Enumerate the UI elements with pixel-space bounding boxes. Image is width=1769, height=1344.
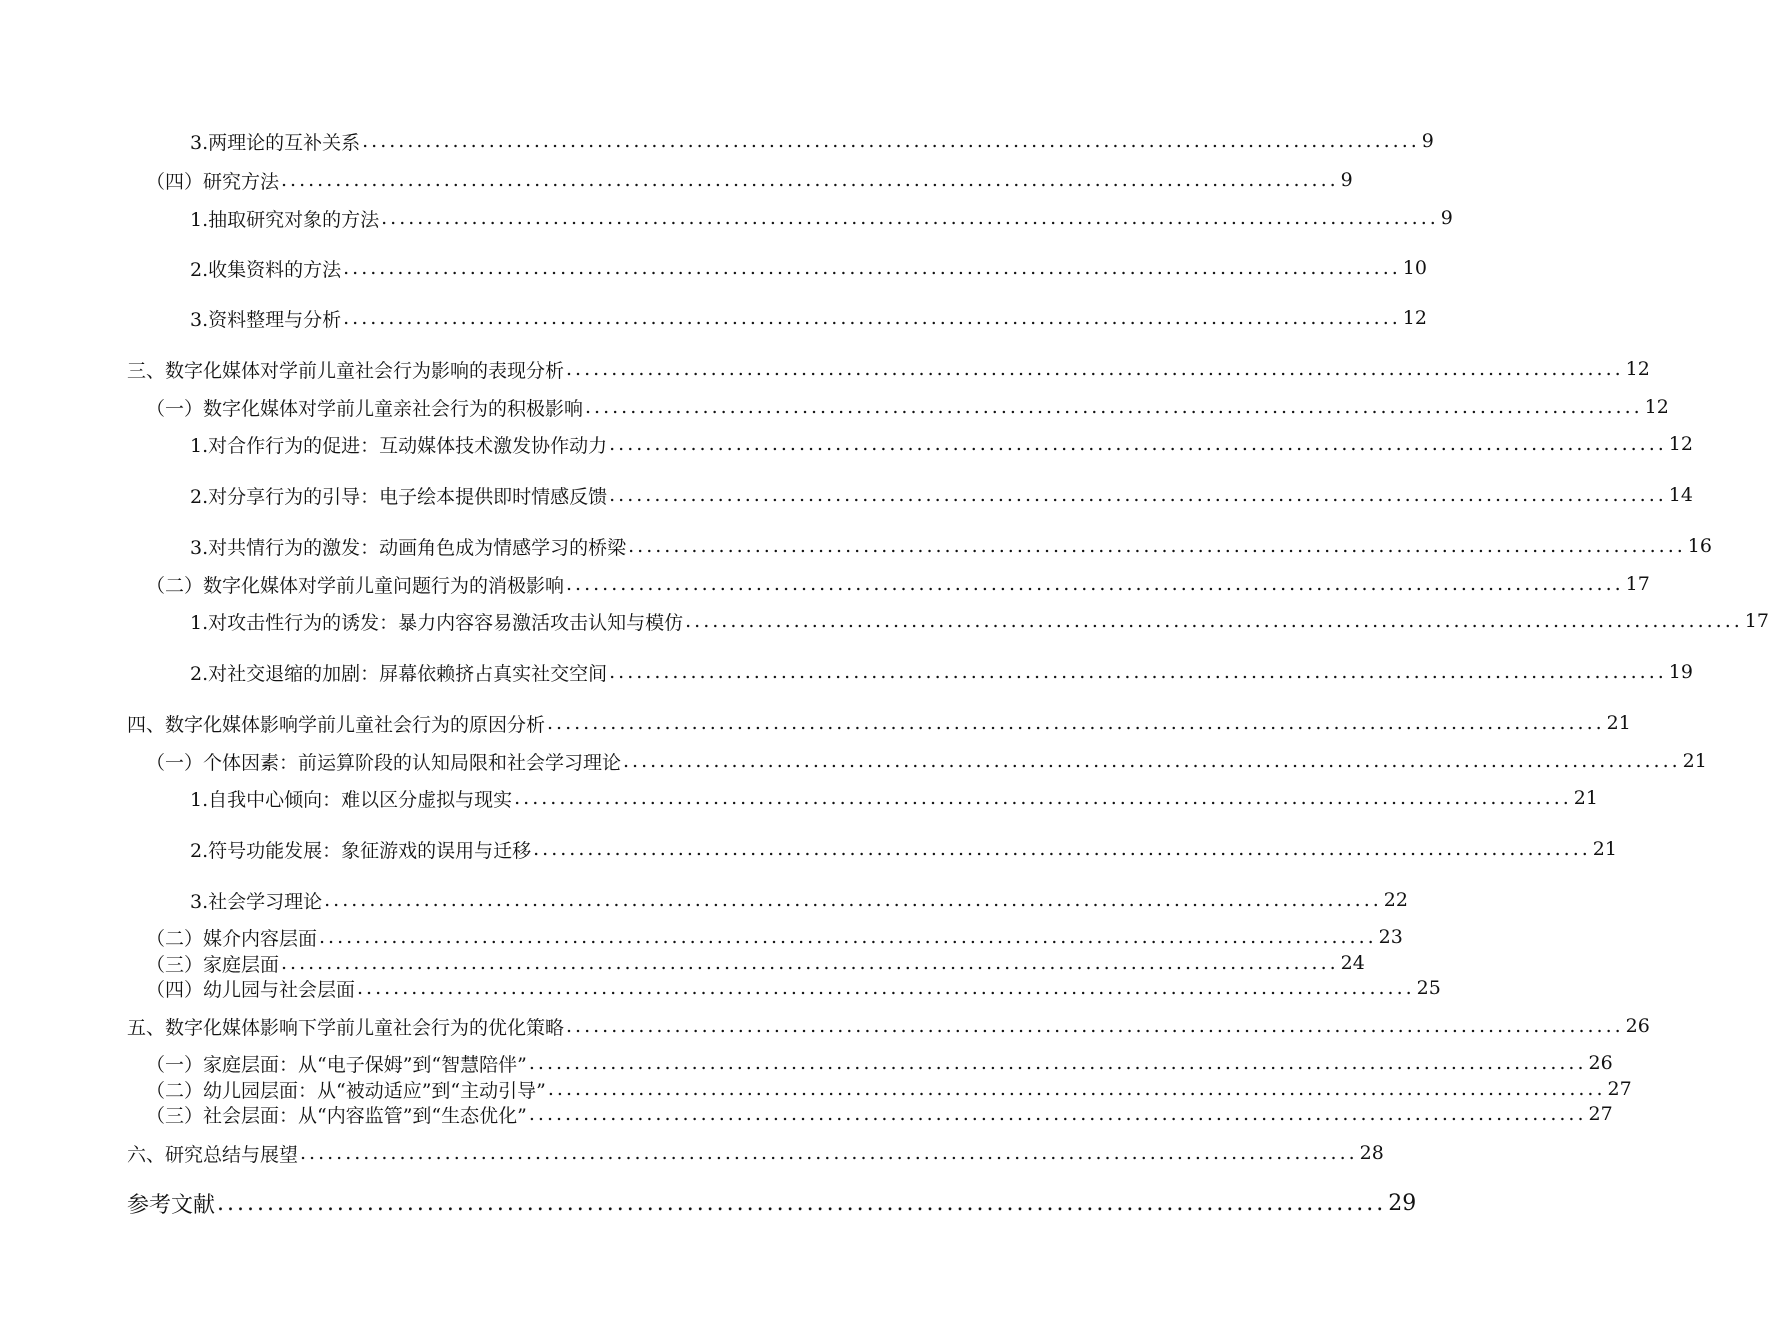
toc-entry[interactable]: [0, 569, 1650, 599]
toc-entry-title: 1.对攻击性行为的诱发：暴力内容容易激活攻击认知与模仿: [190, 611, 684, 634]
toc-entry-title: 2.符号功能发展：象征游戏的误用与迁移: [190, 839, 532, 862]
toc-entry-title: 3.资料整理与分析: [190, 308, 342, 331]
toc-page-number: 27: [1607, 1078, 1632, 1100]
toc-entry-title: 四、数字化媒体影响学前儿童社会行为的原因分析: [127, 713, 546, 736]
toc-leader-dots: .....................................................................................................................: [217, 1190, 1387, 1216]
toc-page-number: 16: [1687, 535, 1712, 557]
toc-page-number: 21: [1682, 750, 1707, 772]
toc-page-number: 12: [1625, 358, 1650, 380]
toc-leader-dots: .....................................................................................................................: [547, 712, 1605, 734]
toc-entry[interactable]: [0, 253, 1427, 283]
toc-page-number: 21: [1592, 838, 1617, 860]
toc-entry-title: （一）家庭层面：从“电子保姆”到“智慧陪伴”: [146, 1053, 527, 1076]
toc-entry[interactable]: [0, 354, 1650, 384]
toc-page-number: 17: [1744, 610, 1769, 632]
toc-entry-title: 3.两理论的互补关系: [190, 131, 361, 154]
toc-leader-dots: .....................................................................................................................: [628, 535, 1686, 557]
toc-leader-dots: .....................................................................................................................: [324, 889, 1382, 911]
toc-leader-dots: .....................................................................................................................: [547, 1078, 1606, 1100]
toc-entry-title: 3.对共情行为的激发：动画角色成为情感学习的桥梁: [190, 536, 627, 559]
toc-leader-dots: .....................................................................................................................: [357, 977, 1415, 999]
toc-entry[interactable]: [0, 303, 1427, 333]
toc-page-number: 19: [1668, 661, 1693, 683]
toc-page-number: 23: [1378, 926, 1403, 948]
toc-leader-dots: .....................................................................................................................: [623, 750, 1681, 772]
toc-entry-title: （四）幼儿园与社会层面: [146, 978, 356, 1001]
toc-entry[interactable]: [0, 708, 1631, 738]
toc-entry-title: （一）数字化媒体对学前儿童亲社会行为的积极影响: [146, 397, 584, 420]
toc-leader-dots: .....................................................................................................................: [609, 661, 1667, 683]
toc-page-number: 10: [1402, 257, 1427, 279]
toc-entry-title: 2.对社交退缩的加剧：屏幕依赖挤占真实社交空间: [190, 662, 608, 685]
toc-entry-title: 五、数字化媒体影响下学前儿童社会行为的优化策略: [127, 1016, 565, 1039]
toc-page-number: 24: [1340, 952, 1365, 974]
toc-page-number: 27: [1588, 1103, 1613, 1125]
toc-entry[interactable]: [0, 392, 1669, 422]
toc-entry[interactable]: [0, 480, 1693, 510]
toc-page-number: 9: [1421, 130, 1434, 152]
toc-leader-dots: .....................................................................................................................: [685, 610, 1743, 632]
toc-entry[interactable]: [0, 531, 1712, 561]
toc-leader-dots: .....................................................................................................................: [343, 257, 1401, 279]
toc-entry-title: 2.对分享行为的引导：电子绘本提供即时情感反馈: [190, 485, 608, 508]
toc-entry[interactable]: [0, 783, 1598, 813]
toc-entry-title: （四）研究方法: [146, 170, 280, 193]
toc-page-number: 17: [1625, 573, 1650, 595]
toc-page-number: 28: [1359, 1142, 1384, 1164]
toc-entry-title: 1.对合作行为的促进：互动媒体技术激发协作动力: [190, 434, 608, 457]
toc-page-number: 9: [1440, 207, 1453, 229]
toc-entry[interactable]: [0, 973, 1441, 1003]
toc-entry[interactable]: [0, 885, 1408, 915]
toc-entry-references[interactable]: [0, 1186, 1417, 1220]
toc-leader-dots: .....................................................................................................................: [609, 484, 1667, 506]
toc-leader-dots: .....................................................................................................................: [566, 573, 1624, 595]
toc-page-number: 29: [1388, 1190, 1417, 1216]
toc-entry[interactable]: [0, 746, 1707, 776]
toc-entry-title: （一）个体因素：前运算阶段的认知局限和社会学习理论: [146, 751, 622, 774]
toc-entry[interactable]: [0, 126, 1434, 156]
toc-entry[interactable]: [0, 657, 1693, 687]
toc-page-number: 14: [1668, 484, 1693, 506]
toc-entry-title: （二）媒介内容层面: [146, 927, 318, 950]
toc-page-number: 25: [1416, 977, 1441, 999]
toc-entry-title: 三、数字化媒体对学前儿童社会行为影响的表现分析: [127, 359, 565, 382]
toc-entry[interactable]: [0, 834, 1617, 864]
toc-entry-title: 六、研究总结与展望: [127, 1143, 299, 1166]
toc-page-number: 21: [1606, 712, 1631, 734]
toc-leader-dots: .....................................................................................................................: [362, 130, 1420, 152]
toc-page-number: 21: [1573, 787, 1598, 809]
toc-entry[interactable]: [0, 1099, 1613, 1129]
toc-page-number: 26: [1588, 1052, 1613, 1074]
toc-entry-title: 1.抽取研究对象的方法: [190, 208, 380, 231]
toc-page-number: 26: [1625, 1015, 1650, 1037]
toc-leader-dots: .....................................................................................................................: [566, 358, 1624, 380]
toc-leader-dots: .....................................................................................................................: [585, 396, 1643, 418]
toc-entry[interactable]: [0, 1138, 1384, 1168]
toc-entry[interactable]: [0, 165, 1353, 195]
toc-page-number: 9: [1340, 169, 1353, 191]
toc-leader-dots: .....................................................................................................................: [609, 433, 1667, 455]
toc-leader-dots: .....................................................................................................................: [319, 926, 1377, 948]
toc-leader-dots: .....................................................................................................................: [528, 1052, 1587, 1074]
toc-entry-title: 3.社会学习理论: [190, 890, 323, 913]
toc-leader-dots: .....................................................................................................................: [281, 952, 1339, 974]
toc-entry[interactable]: [0, 203, 1453, 233]
toc-leader-dots: .....................................................................................................................: [343, 307, 1401, 329]
toc-leader-dots: .....................................................................................................................: [300, 1142, 1358, 1164]
toc-page-number: 22: [1383, 889, 1408, 911]
toc-page-number: 12: [1644, 396, 1669, 418]
toc-leader-dots: .....................................................................................................................: [281, 169, 1339, 191]
toc-entry-title: （三）社会层面：从“内容监管”到“生态优化”: [146, 1104, 527, 1127]
toc-entry-title: 1.自我中心倾向：难以区分虚拟与现实: [190, 788, 513, 811]
toc-entry-title: 2.收集资料的方法: [190, 258, 342, 281]
toc-entry-title: （二）数字化媒体对学前儿童问题行为的消极影响: [146, 574, 565, 597]
toc-entry[interactable]: [0, 606, 1769, 636]
toc-leader-dots: .....................................................................................................................: [514, 787, 1572, 809]
toc-leader-dots: .....................................................................................................................: [381, 207, 1439, 229]
toc-entry[interactable]: [0, 429, 1693, 459]
toc-entry[interactable]: [0, 1011, 1650, 1041]
toc-leader-dots: .....................................................................................................................: [533, 838, 1591, 860]
toc-entry-title: （三）家庭层面: [146, 953, 280, 976]
toc-leader-dots: .....................................................................................................................: [528, 1103, 1587, 1125]
toc-entry-title: 参考文献: [127, 1192, 216, 1218]
toc-page-number: 12: [1402, 307, 1427, 329]
toc-page-number: 12: [1668, 433, 1693, 455]
toc-leader-dots: .....................................................................................................................: [566, 1015, 1624, 1037]
toc-entry-title: （二）幼儿园层面：从“被动适应”到“主动引导”: [146, 1079, 546, 1102]
